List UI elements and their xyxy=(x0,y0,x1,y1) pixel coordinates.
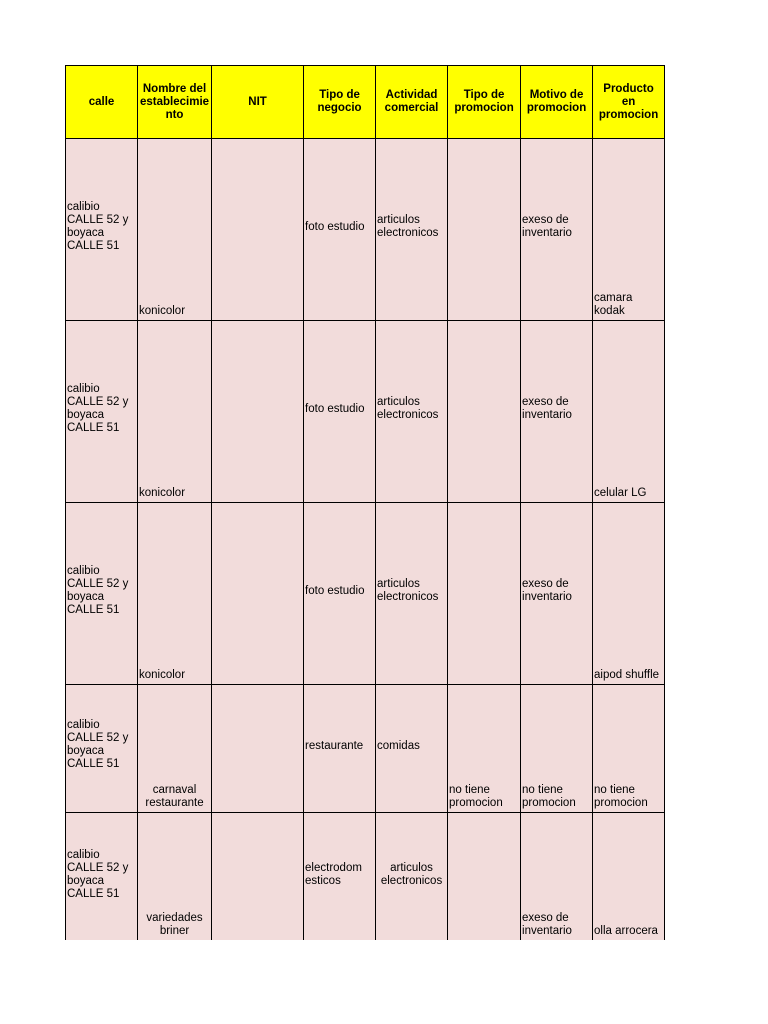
cell-calle[interactable] xyxy=(66,139,138,321)
cell-calle[interactable] xyxy=(66,321,138,503)
cell-actividad[interactable] xyxy=(376,813,448,941)
actividad-text: articulos electronicos xyxy=(377,396,439,421)
header-calle[interactable]: calle xyxy=(66,66,138,139)
nombre-text: carnaval restaurante xyxy=(145,784,204,809)
cell-tipo-negocio[interactable] xyxy=(304,321,376,503)
tipo-negocio-text: foto estudio xyxy=(305,403,365,415)
motivo-text: exeso de inventario xyxy=(522,578,572,603)
producto-text: olla arrocera xyxy=(594,925,658,937)
producto-text: no tiene promocion xyxy=(594,784,648,809)
cell-tipo-promocion[interactable] xyxy=(448,813,521,941)
table-row xyxy=(66,813,665,941)
cell-nombre[interactable] xyxy=(138,321,212,503)
cell-motivo[interactable] xyxy=(521,813,593,941)
table-row xyxy=(66,685,665,813)
motivo-text: exeso de inventario xyxy=(522,912,572,937)
table-row xyxy=(66,503,665,685)
cell-producto[interactable] xyxy=(593,685,665,813)
cell-nit[interactable] xyxy=(212,813,304,941)
header-nit[interactable]: NIT xyxy=(212,66,304,139)
cell-producto[interactable] xyxy=(593,813,665,941)
cell-nombre[interactable] xyxy=(138,685,212,813)
nombre-text: konicolor xyxy=(139,305,186,317)
tipo-negocio-text: electrodom esticos xyxy=(305,862,362,887)
cell-calle[interactable] xyxy=(66,685,138,813)
cell-tipo-promocion[interactable] xyxy=(448,503,521,685)
cell-producto[interactable] xyxy=(593,139,665,321)
header-tipo-promocion[interactable]: Tipo de promocion xyxy=(448,66,521,139)
actividad-text: articulos electronicos xyxy=(377,578,439,603)
tipo-negocio-text: foto estudio xyxy=(305,585,365,597)
cell-motivo[interactable] xyxy=(521,139,593,321)
cell-producto[interactable] xyxy=(593,321,665,503)
header-producto[interactable]: Producto en promocion xyxy=(593,66,665,139)
nombre-text: variedades briner xyxy=(146,912,203,937)
cell-calle[interactable] xyxy=(66,503,138,685)
nombre-text: konicolor xyxy=(139,669,186,681)
header-tipo-negocio[interactable]: Tipo de negocio xyxy=(304,66,376,139)
cell-tipo-promocion[interactable] xyxy=(448,321,521,503)
cell-tipo-negocio[interactable] xyxy=(304,685,376,813)
header-actividad[interactable]: Actividad comercial xyxy=(376,66,448,139)
producto-text: celular LG xyxy=(594,487,647,499)
cell-calle[interactable] xyxy=(66,813,138,941)
cell-actividad[interactable] xyxy=(376,685,448,813)
cell-motivo[interactable] xyxy=(521,503,593,685)
calle-text: calibio CALLE 52 y boyaca CALLE 51 xyxy=(67,565,129,616)
cell-nombre[interactable] xyxy=(138,139,212,321)
cell-nit[interactable] xyxy=(212,503,304,685)
tipo-negocio-text: foto estudio xyxy=(305,221,365,233)
cell-tipo-promocion[interactable] xyxy=(448,139,521,321)
producto-text: camara kodak xyxy=(594,292,633,317)
cell-tipo-negocio[interactable] xyxy=(304,813,376,941)
tipo-promocion-text: no tiene promocion xyxy=(449,784,503,809)
cell-nit[interactable] xyxy=(212,685,304,813)
cell-tipo-negocio[interactable] xyxy=(304,503,376,685)
motivo-text: exeso de inventario xyxy=(522,214,572,239)
actividad-text: articulos electronicos xyxy=(380,862,443,887)
cell-nombre[interactable] xyxy=(138,813,212,941)
cell-producto[interactable] xyxy=(593,503,665,685)
motivo-text: no tiene promocion xyxy=(522,784,576,809)
header-row xyxy=(66,66,665,139)
motivo-text: exeso de inventario xyxy=(522,396,572,421)
table-row xyxy=(66,139,665,321)
calle-text: calibio CALLE 52 y boyaca CALLE 51 xyxy=(67,383,129,434)
cell-tipo-negocio[interactable] xyxy=(304,139,376,321)
nombre-text: konicolor xyxy=(139,487,186,499)
header-motivo[interactable]: Motivo de promocion xyxy=(521,66,593,139)
promotions-table xyxy=(65,65,665,940)
cell-actividad[interactable] xyxy=(376,503,448,685)
cell-actividad[interactable] xyxy=(376,139,448,321)
header-nombre[interactable]: Nombre del establecimie nto xyxy=(138,66,212,139)
calle-text: calibio CALLE 52 y boyaca CALLE 51 xyxy=(67,201,129,252)
cell-motivo[interactable] xyxy=(521,321,593,503)
cell-nit[interactable] xyxy=(212,139,304,321)
actividad-text: articulos electronicos xyxy=(377,214,439,239)
actividad-text: comidas xyxy=(377,740,420,752)
cell-motivo[interactable] xyxy=(521,685,593,813)
tipo-negocio-text: restaurante xyxy=(305,740,364,752)
producto-text: aipod shuffle xyxy=(594,669,660,681)
calle-text: calibio CALLE 52 y boyaca CALLE 51 xyxy=(67,849,129,900)
calle-text: calibio CALLE 52 y boyaca CALLE 51 xyxy=(67,719,129,770)
table-row xyxy=(66,321,665,503)
cell-actividad[interactable] xyxy=(376,321,448,503)
cell-nombre[interactable] xyxy=(138,503,212,685)
cell-nit[interactable] xyxy=(212,321,304,503)
cell-tipo-promocion[interactable] xyxy=(448,685,521,813)
